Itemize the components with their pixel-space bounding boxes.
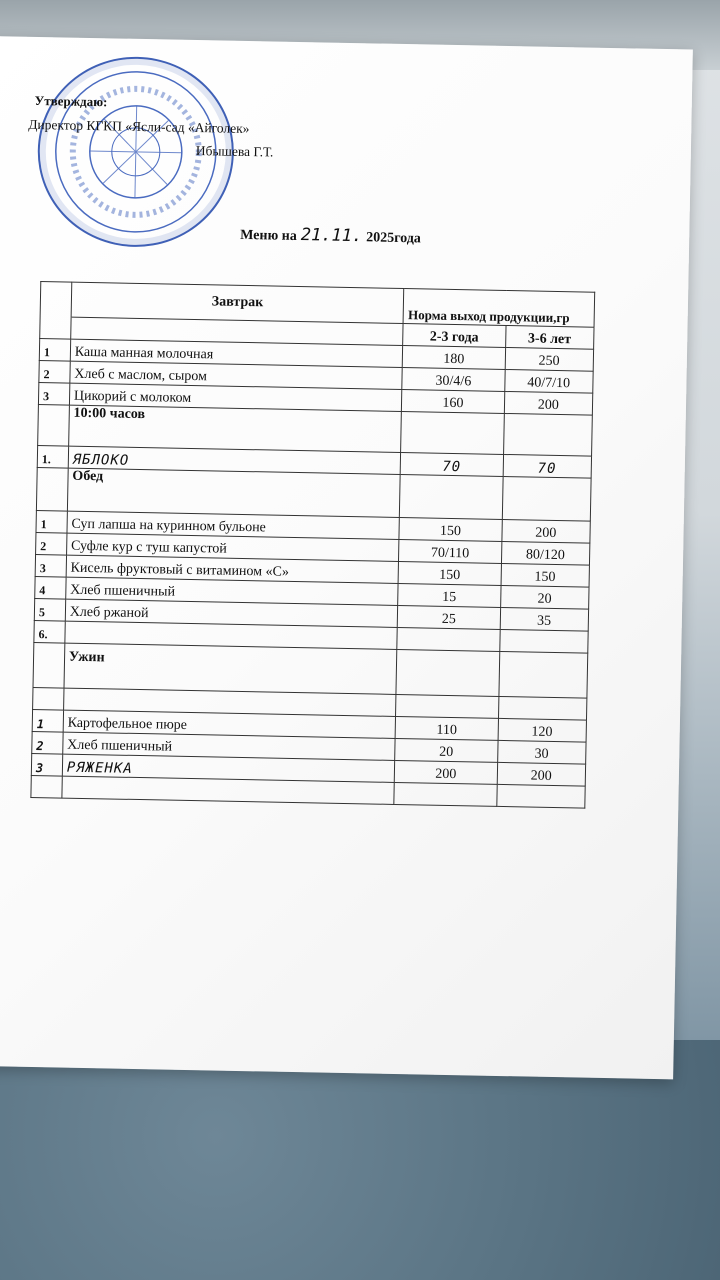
page-title xyxy=(240,224,421,247)
table-row: 4 Хлеб пшеничный 15 20 xyxy=(35,577,589,610)
title-date: 21.11. xyxy=(300,225,363,247)
table-row: 3 РЯЖЕНКА 200 200 xyxy=(31,753,585,786)
table-row: 5 Хлеб ржаной 25 35 xyxy=(34,599,588,632)
age-group-2-3: 2-3 года xyxy=(403,324,506,348)
table-row: 2 Хлеб с маслом, сыром 30/4/6 40/7/10 xyxy=(39,361,593,394)
director-name: Ибышева Г.Т. xyxy=(195,143,274,160)
director-title: Директор КГКП «Ясли-сад «Айголек» xyxy=(28,116,250,137)
snack-section-title: 10:00 часов xyxy=(68,405,401,452)
title-prefix: Меню на xyxy=(240,227,297,244)
dinner-section-title: Ужин xyxy=(64,643,397,694)
table-row: 2 Хлеб пшеничный 20 30 xyxy=(32,731,586,764)
lunch-section-title: Обед xyxy=(67,468,400,517)
table-row: 3 Кисель фруктовый с витамином «С» 150 150 xyxy=(35,555,589,588)
approval-label: Утверждаю: xyxy=(34,92,108,110)
norm-header: Норма выход продукции,гр xyxy=(403,289,594,328)
menu-table xyxy=(30,281,595,809)
table-row: 1. ЯБЛОКО 70 70 xyxy=(37,446,591,479)
table-row: 1 Суп лапша на куринном бульоне 150 200 xyxy=(36,511,590,544)
table-row: 1 Картофельное пюре 110 120 xyxy=(32,709,586,742)
title-year: 2025года xyxy=(366,230,422,247)
table-row: 1 Каша манная молочная 180 250 xyxy=(39,339,593,372)
table-row: 2 Суфле кур с туш капустой 70/110 80/120 xyxy=(36,533,590,566)
menu-document xyxy=(0,36,693,1079)
table-row: 6. xyxy=(34,620,588,653)
age-group-3-6: 3-6 лет xyxy=(505,325,594,349)
table-row: 3 Цикорий с молоком 160 200 xyxy=(38,383,592,416)
breakfast-header: Завтрак xyxy=(71,282,404,323)
